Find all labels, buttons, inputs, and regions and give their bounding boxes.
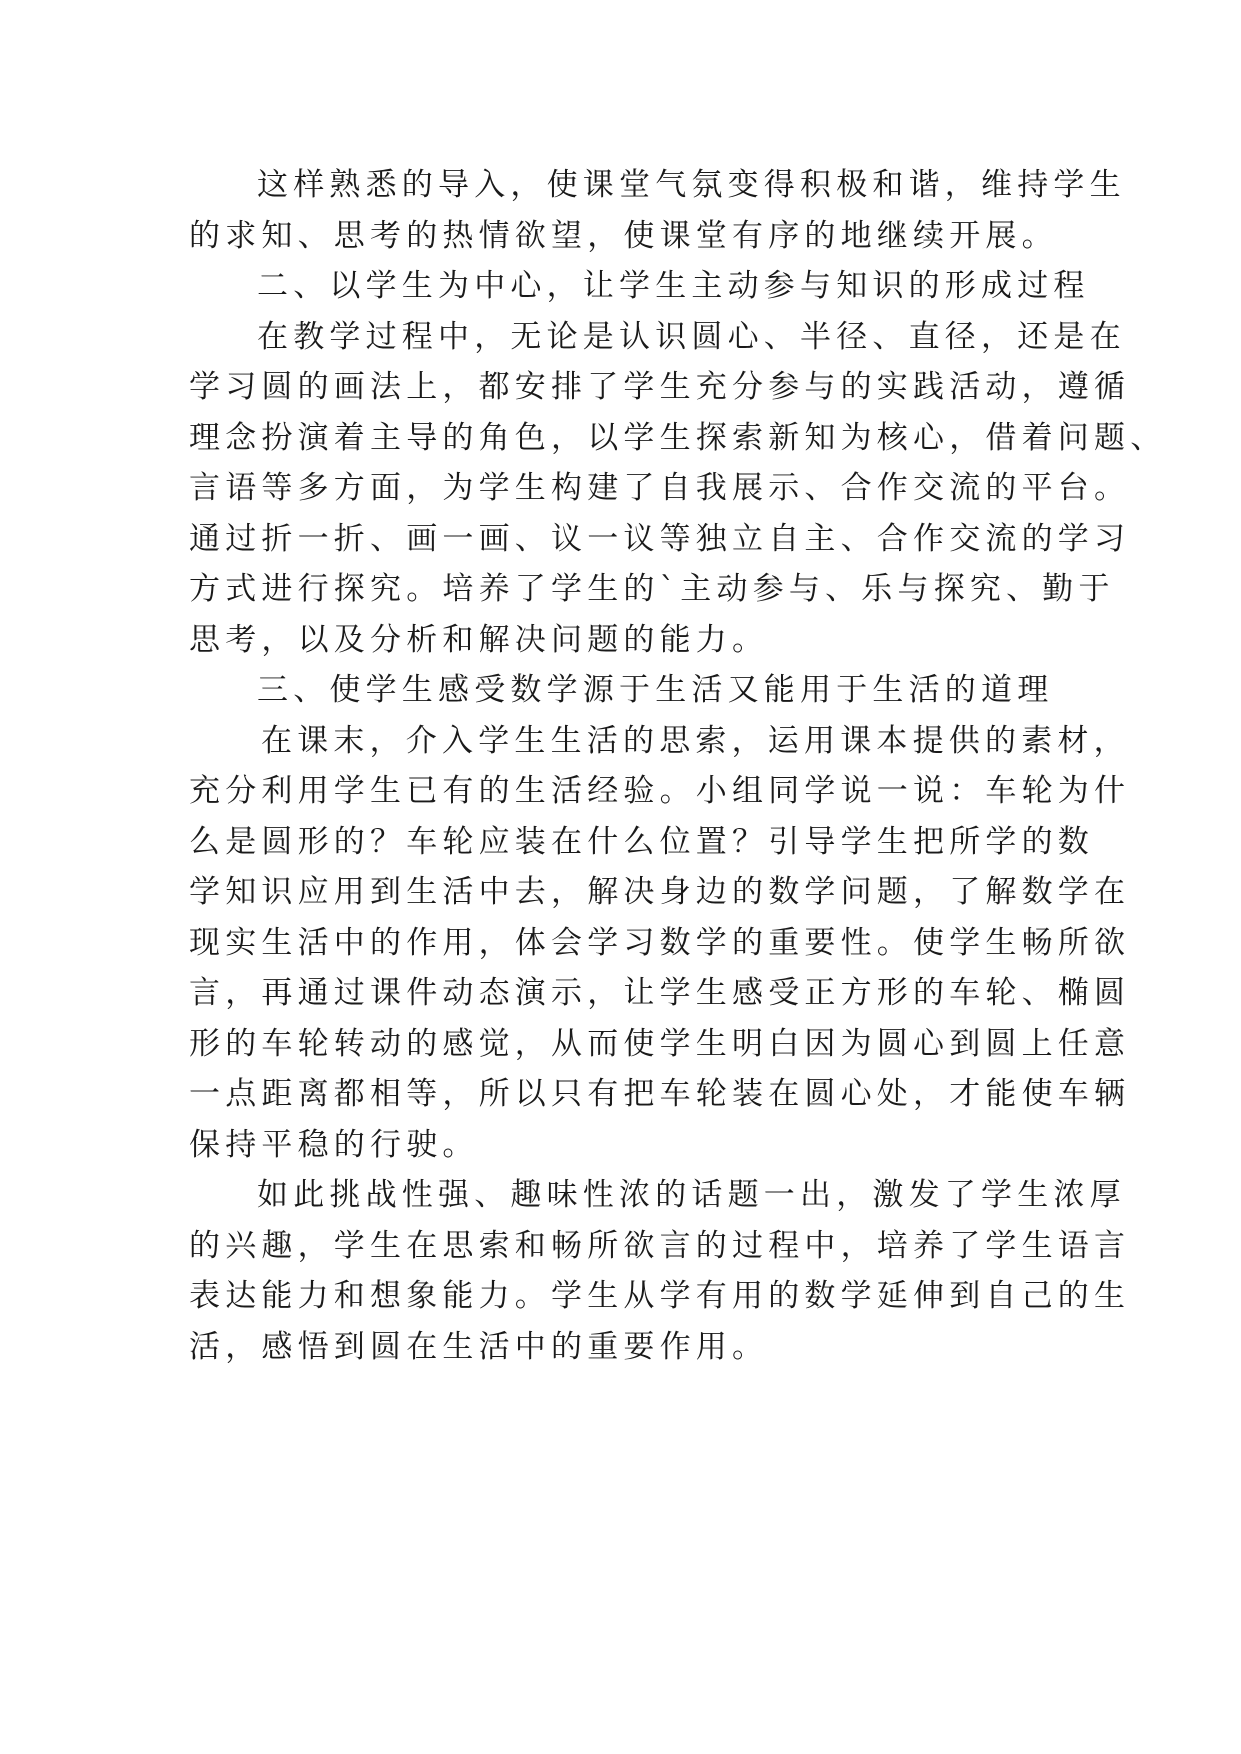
- text-line: 在课末，介入学生生活的思索，运用课本提供的素材，: [261, 722, 1130, 759]
- text-line: 言语等多方面，为学生构建了自我展示、合作交流的平台。: [189, 470, 1131, 506]
- text-line: 的求知、思考的热情欲望，使课堂有序的地继续开展。: [189, 217, 1058, 254]
- text-line: 如此挑战性强、趣味性浓的话题一出，激发了学生浓厚: [257, 1177, 1126, 1213]
- text-line: 学习圆的画法上，都安排了学生充分参与的实践活动，遵循: [189, 369, 1131, 405]
- paragraph-class-end: [189, 716, 1131, 1171]
- text-line: 言，再通过课件动态演示，让学生感受正方形的车轮、椭圆: [189, 975, 1131, 1011]
- document-body: [189, 160, 1167, 1372]
- heading-line: 二、以学生为中心，让学生主动参与知识的形成过程: [257, 268, 1090, 304]
- text-line: 学知识应用到生活中去，解决身边的数学问题，了解数学在: [189, 874, 1131, 910]
- text-line: 一点距离都相等，所以只有把车轮装在圆心处，才能使车辆: [189, 1076, 1131, 1112]
- paragraph-intro: [189, 160, 1126, 261]
- section-heading-3: [189, 665, 1069, 716]
- text-line: 么是圆形的？车轮应装在什么位置？引导学生把所学的数: [189, 823, 1094, 860]
- text-line: 方式进行探究。培养了学生的`主动参与、乐与探究、勤于: [189, 571, 1115, 607]
- text-line: 保持平稳的行驶。: [189, 1126, 479, 1163]
- heading-line: 三、使学生感受数学源于生活又能用于生活的道理: [257, 672, 1054, 708]
- text-line: 充分利用学生已有的生活经验。小组同学说一说：车轮为什: [189, 773, 1131, 809]
- text-line: 思考，以及分析和解决问题的能力。: [189, 621, 769, 658]
- paragraph-conclusion: [189, 1170, 1131, 1372]
- text-line: 的兴趣，学生在思索和畅所欲言的过程中，培养了学生语言: [189, 1227, 1131, 1264]
- text-line: 形的车轮转动的感觉，从而使学生明白因为圆心到圆上任意: [189, 1025, 1131, 1062]
- text-line: 表达能力和想象能力。学生从学有用的数学延伸到自己的生: [189, 1278, 1131, 1314]
- text-line: 现实生活中的作用，体会学习数学的重要性。使学生畅所欲: [189, 924, 1131, 961]
- section-heading-2: [189, 261, 1090, 312]
- text-line: 通过折一折、画一画、议一议等独立自主、合作交流的学习: [189, 520, 1131, 557]
- text-line: 这样熟悉的导入，使课堂气氛变得积极和谐，维持学生: [257, 167, 1126, 203]
- text-line: 在教学过程中，无论是认识圆心、半径、直径，还是在: [257, 318, 1126, 355]
- paragraph-teaching-process: [189, 312, 1167, 666]
- text-line: 理念扮演着主导的角色，以学生探索新知为核心，借着问题、: [189, 419, 1167, 456]
- text-line: 活，感悟到圆在生活中的重要作用。: [189, 1328, 769, 1365]
